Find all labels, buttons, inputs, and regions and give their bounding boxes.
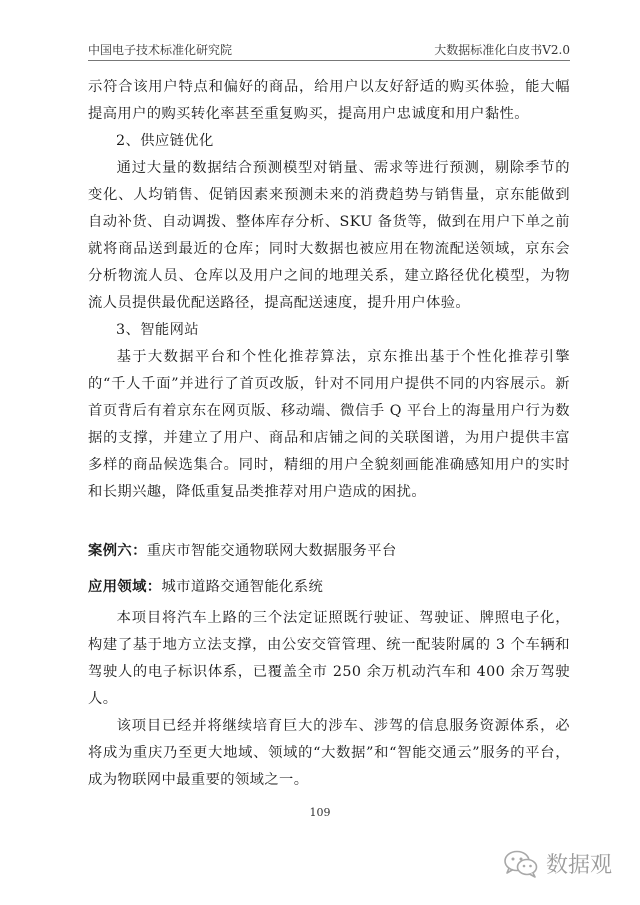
paragraph-project-overview: 本项目将汽车上路的三个法定证照既行驶证、驾驶证、牌照电子化，构建了基于地方立法支撑，由公安交管管理、统一配装附属的 3 个车辆和驾驶人的电子标识体系，已覆盖全市 250 余万机动汽车和 400 余万驾驶人。 [88, 610, 570, 707]
paragraph-continuation: 示符合该用户特点和偏好的商品，给用户以友好舒适的购买体验，能大幅提高用户的购买转化率甚至重复购买，提高用户忠诚度和用户黏性。 [88, 79, 570, 122]
wechat-icon [504, 850, 538, 878]
watermark [504, 848, 612, 879]
application-field-line [88, 569, 570, 605]
page-body [88, 74, 570, 794]
paragraph-smart-website: 基于大数据平台和个性化推荐算法，京东推出基于个性化推荐引擎的“千人千面”并进行了首页改版，针对不同用户提供不同的内容展示。新首页背后有着京东在网页版、移动端、微信手 Q 平台上的海量用户行为数据的支撑，并建立了用户、商品和店铺之间的关联图谱，为用户提供丰富多样的商品候选集合。同时，精细的用户全貌刻画能准确感知用户的实时和长期兴趣，降低重复品类推荐对用户造成的困扰。 [88, 349, 570, 500]
case-title: 重庆市智能交通物联网大数据服务平台 [146, 543, 397, 559]
application-field-value: 城市道路交通智能化系统 [161, 579, 324, 595]
page-number: 109 [309, 806, 331, 819]
header-rule [88, 60, 570, 61]
header-right-text: 大数据标准化白皮书V2.0 [434, 43, 570, 57]
case-heading [88, 533, 570, 569]
case-label: 案例六： [88, 543, 147, 559]
paragraph-project-outlook: 该项目已经并将继续培育巨大的涉车、涉驾的信息服务资源体系，必将成为重庆乃至更大地域、领域的“大数据”和“智能交通云”服务的平台，成为物联网中最重要的领域之一。 [88, 718, 570, 788]
section-spacer [88, 506, 570, 533]
watermark-text: 数据观 [545, 853, 612, 878]
application-field-label: 应用领域： [88, 579, 162, 595]
header-left-text: 中国电子技术标准化研究院 [88, 43, 233, 57]
subheading-supply-chain: 2、供应链优化 [116, 133, 214, 149]
paragraph-supply-chain: 通过大量的数据结合预测模型对销量、需求等进行预测，剔除季节的变化、人均销售、促销因素来预测未来的消费趋势与销售量，京东能做到自动补货、自动调拨、整体库存分析、SKU 备货等，做到在用户下单之前就将商品送到最近的仓库；同时大数据也被应用在物流配送领域，京东会分析物流人员、仓库以及用户之间的地理关系，建立路径优化模型，为物流人员提供最优配送路径，提高配送速度，提升用户体验。 [88, 160, 570, 311]
page-header [88, 40, 570, 58]
subheading-smart-website: 3、智能网站 [116, 322, 199, 338]
